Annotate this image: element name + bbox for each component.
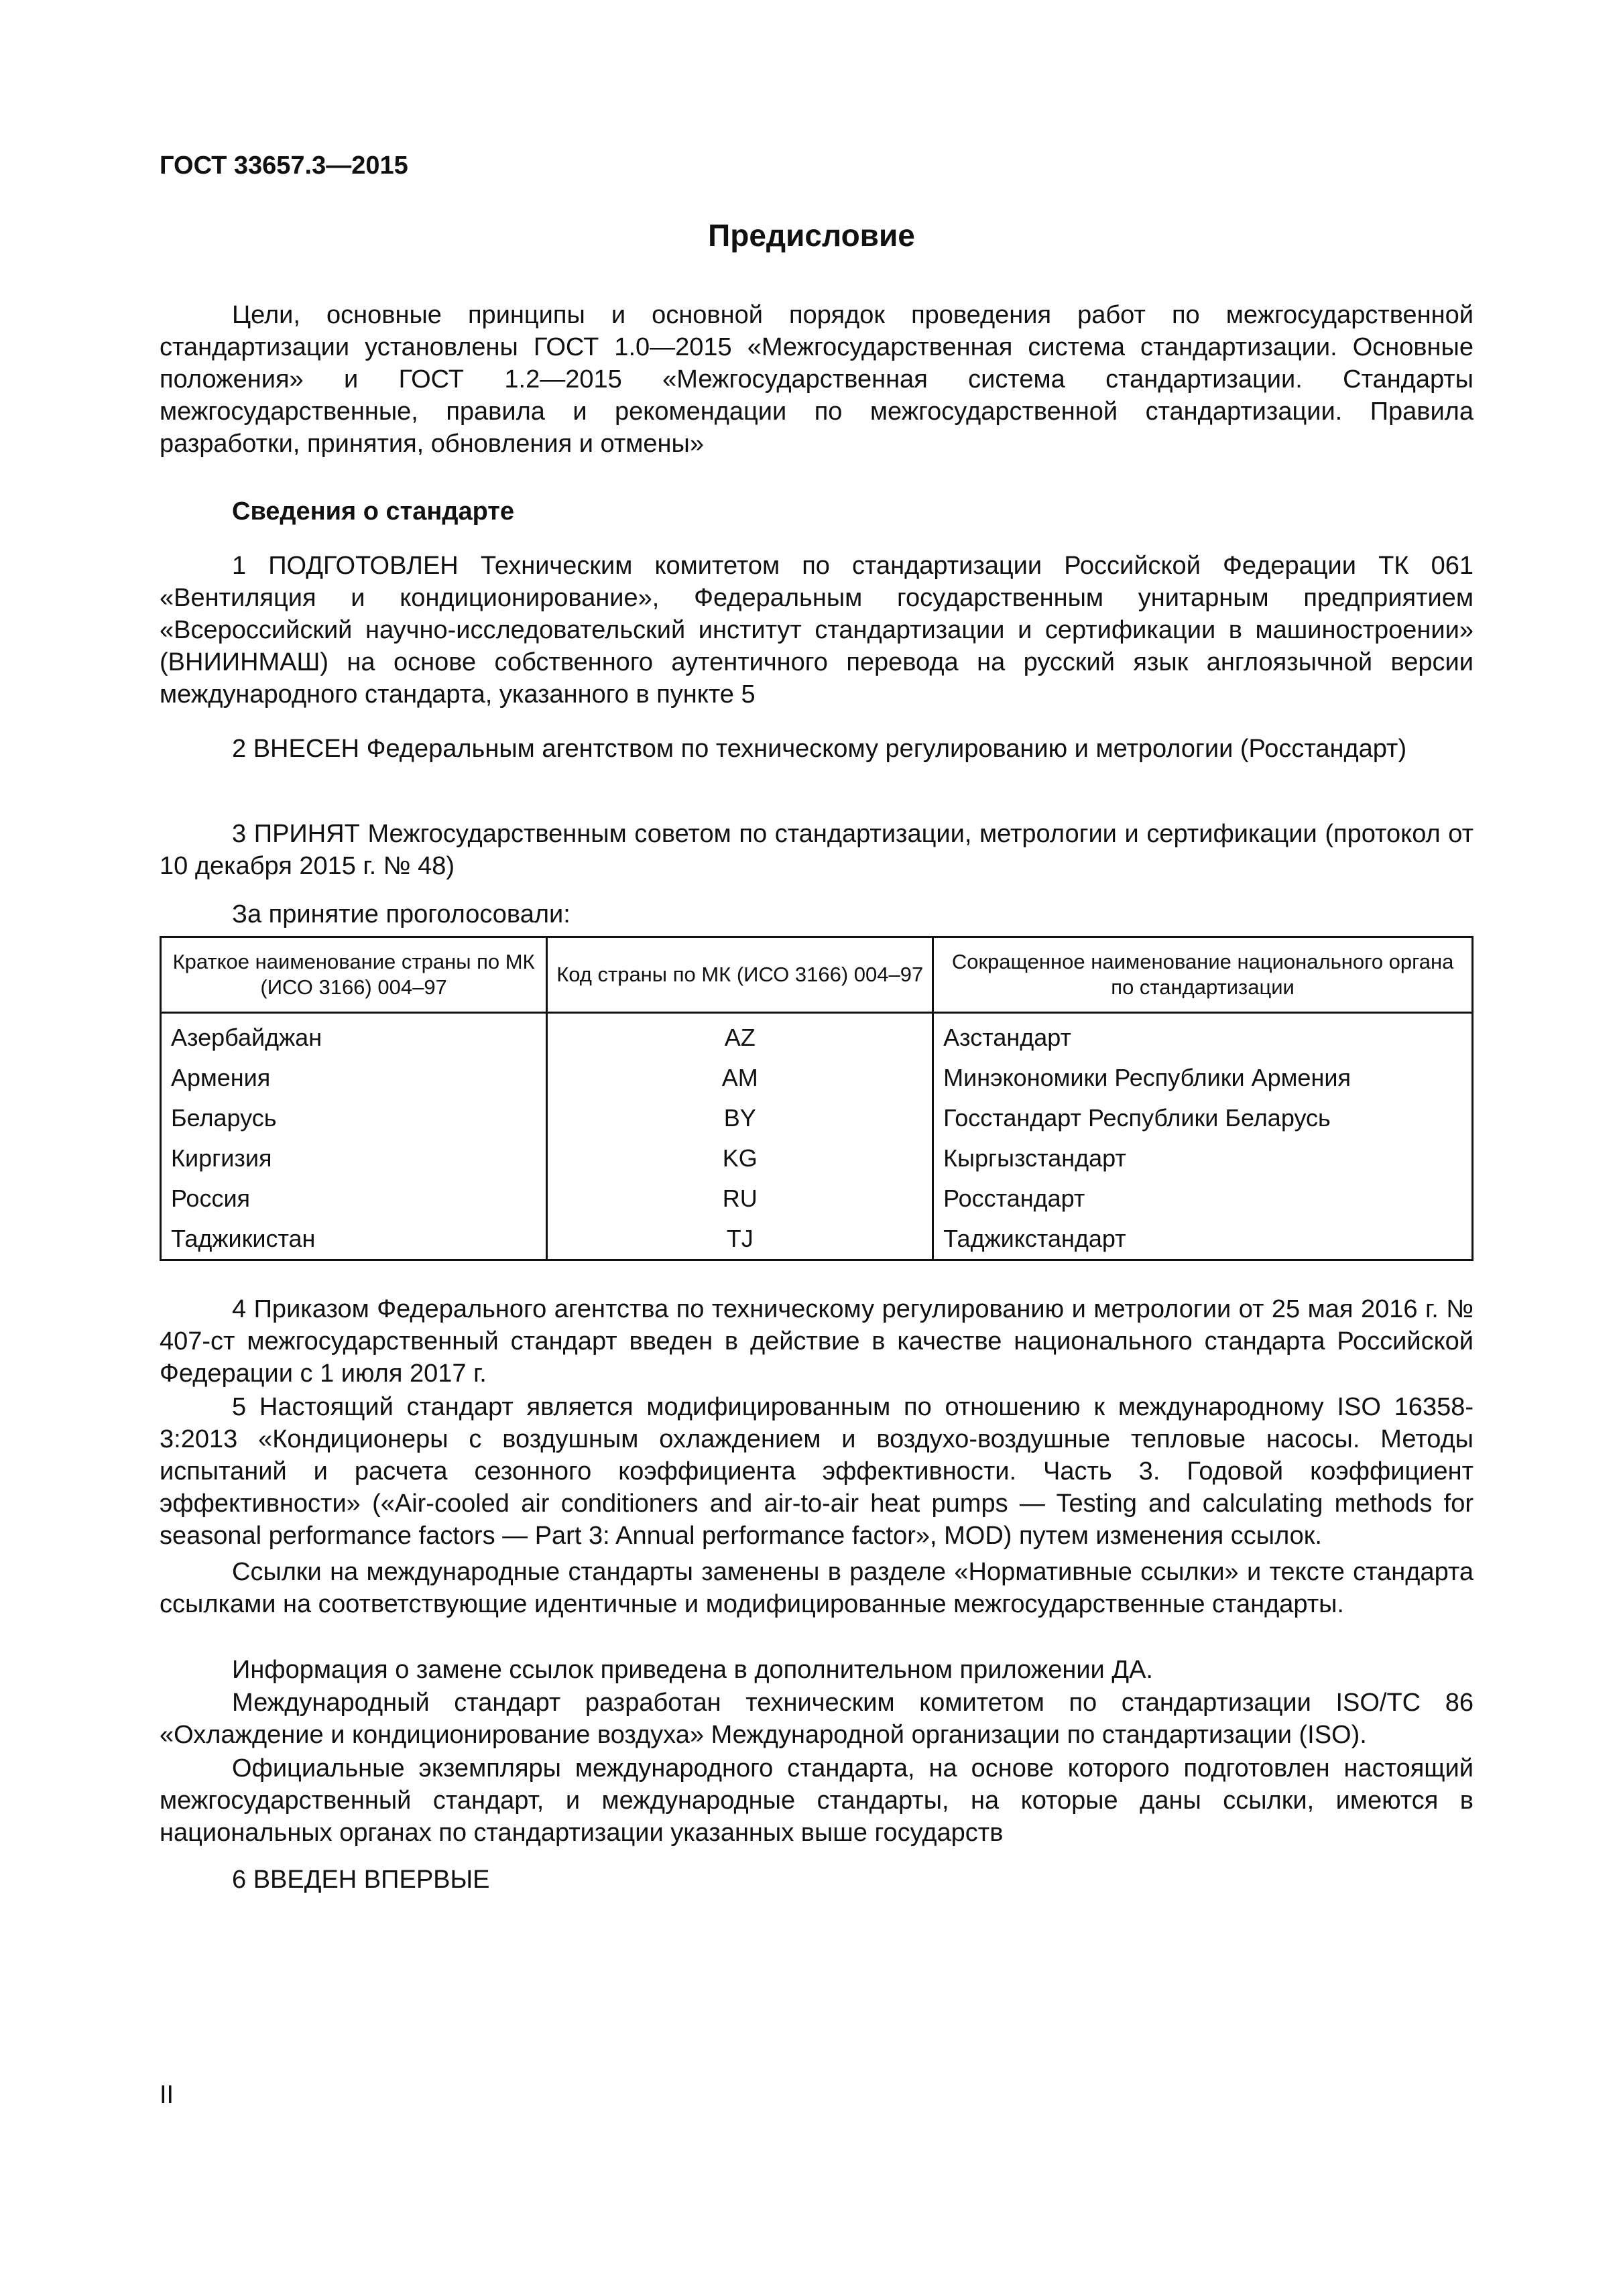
header-country-name: Краткое наименование страны по МК (ИСО 3166) 004–97 — [161, 937, 547, 1013]
standards-body: Таджикстандарт — [933, 1219, 1473, 1260]
country-code: BY — [547, 1098, 933, 1138]
page-number: II — [160, 2081, 174, 2109]
page-title: Предисловие — [708, 218, 915, 253]
country-code: TJ — [547, 1219, 933, 1260]
standards-body: Кыргызстандарт — [933, 1138, 1473, 1179]
item-4-paragraph: 4 Приказом Федерального агентства по техническому регулированию и метрологии от 25 мая 2016 г. № 407-ст межгосударственный стандарт введен в действие в качестве национального стандарта Российской Федерации с 1 июля 2017 г. — [160, 1295, 1474, 1388]
country-name: Таджикистан — [161, 1219, 547, 1260]
item-2-paragraph: 2 ВНЕСЕН Федеральным агентством по техническому регулированию и метрологии (Росстандарт) — [232, 735, 1407, 763]
table-row — [161, 1098, 1473, 1138]
item-6-paragraph: 6 ВВЕДЕН ВПЕРВЫЕ — [232, 1866, 490, 1894]
country-name: Азербайджан — [161, 1013, 547, 1059]
table-row — [161, 1013, 1473, 1059]
standards-body: Минэкономики Республики Армения — [933, 1058, 1473, 1098]
voting-table — [160, 936, 1474, 1261]
country-name: Беларусь — [161, 1098, 547, 1138]
table-row — [161, 1138, 1473, 1179]
country-code: RU — [547, 1179, 933, 1219]
country-code: AZ — [547, 1013, 933, 1059]
voting-table-container — [160, 936, 1474, 1261]
item-5-references-paragraph: Ссылки на международные стандарты заменены в разделе «Нормативные ссылки» и тексте стандарта ссылками на соответствующие идентичные и модифицированные межгосударственные стандарты. — [160, 1558, 1474, 1618]
standards-body: Азстандарт — [933, 1013, 1473, 1059]
table-header-row — [161, 937, 1473, 1013]
table-row — [161, 1058, 1473, 1098]
item-5-annex-paragraph: Информация о замене ссылок приведена в дополнительном приложении ДА. — [232, 1656, 1153, 1684]
country-name: Армения — [161, 1058, 547, 1098]
standards-body: Госстандарт Республики Беларусь — [933, 1098, 1473, 1138]
item-1-paragraph: 1 ПОДГОТОВЛЕН Техническим комитетом по стандартизации Российской Федерации ТК 061 «Вентиляция и кондиционирование», Федеральным государственным унитарным предприятием «Всероссийский научно-исследовательский институт стандартизации и сертификации в машиностроении» (ВНИИНМАШ) на основе собственного аутентичного перевода на русский язык англоязычной версии международного стандарта, указанного в пункте 5 — [160, 552, 1474, 709]
table-row — [161, 1179, 1473, 1219]
intro-paragraph: Цели, основные принципы и основной порядок проведения работ по межгосударственной стандартизации установлены ГОСТ 1.0—2015 «Межгосударственная система стандартизации. Основные положения» и ГОСТ 1.2—2015 «Межгосударственная система стандартизации. Стандарты межгосударственные, правила и рекомендации по межгосударственной стандартизации. Правила разработки, принятия, обновления и отмены» — [160, 301, 1474, 458]
country-name: Киргизия — [161, 1138, 547, 1179]
country-name: Россия — [161, 1179, 547, 1219]
header-standards-body: Сокращенное наименование национального органа по стандартизации — [933, 937, 1473, 1013]
header-country-code: Код страны по МК (ИСО 3166) 004–97 — [547, 937, 933, 1013]
section-heading: Сведения о стандарте — [232, 497, 515, 526]
country-code: KG — [547, 1138, 933, 1179]
vote-caption: За принятие проголосовали: — [232, 900, 570, 928]
country-code: AM — [547, 1058, 933, 1098]
standards-body: Росстандарт — [933, 1179, 1473, 1219]
table-row — [161, 1219, 1473, 1260]
item-5-paragraph: 5 Настоящий стандарт является модифицированным по отношению к международному ISO 16358-3:2013 «Кондиционеры с воздушным охлаждением и воздухо-воздушные тепловые насосы. Методы испытаний и расчета сезонного коэффициента эффективности. Часть 3. Годовой коэффициент эффективности» («Air-cooled air conditioners and air-to-air heat pumps — Testing and calculating methods for seasonal performance factors — Part 3: Annual performance factor», MOD) путем изменения ссылок. — [160, 1393, 1474, 1550]
item-5-copies-paragraph: Официальные экземпляры международного стандарта, на основе которого подготовлен настоящий межгосударственный стандарт, и международные стандарты, на которые даны ссылки, имеются в национальных органах по стандартизации указанных выше государств — [160, 1754, 1474, 1847]
document-code: ГОСТ 33657.3—2015 — [160, 152, 408, 180]
item-3-paragraph: 3 ПРИНЯТ Межгосударственным советом по стандартизации, метрологии и сертификации (протокол от 10 декабря 2015 г. № 48) — [160, 820, 1474, 880]
item-5-committee-paragraph: Международный стандарт разработан техническим комитетом по стандартизации ISO/TC 86 «Охлаждение и кондиционирование воздуха» Международной организации по стандартизации (ISO). — [160, 1689, 1474, 1749]
